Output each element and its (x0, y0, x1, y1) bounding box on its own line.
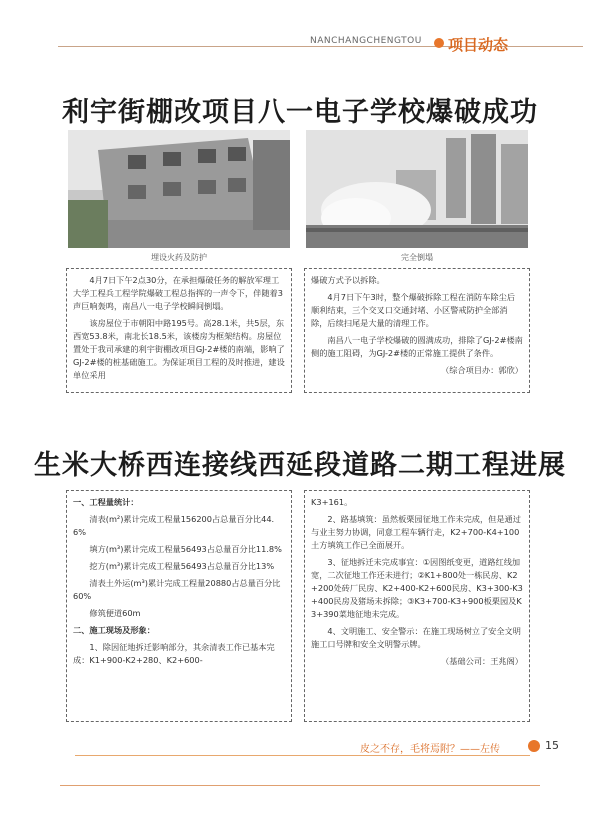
header-romanized: NANCHANGCHENGTOU (310, 36, 422, 46)
article1-column-right (304, 268, 530, 393)
paragraph: 2、路基填筑：虽然板栗园征地工作未完成，但是通过与业主努力协调，同意工程车辆行走，K2+700-K4+100土方填筑工作已全面展开。 (311, 514, 521, 550)
paragraph: 修筑便道60m (89, 608, 141, 618)
section-label: 项目动态 (448, 36, 509, 54)
paragraph: 爆破方式予以拆除。 (311, 275, 385, 285)
paragraph: 3、征地拆迁未完成事宜：①因图纸变更，道路红线加宽，二次征地工作还未进行；②K1+800处一栋民房、K2+200处砖厂民房、K2+400-K2+600民房、K3+300-K3+400民房及猪场未拆除；③K3+700-K3+900板栗园及K3+390菜地征地未完成。 (311, 557, 523, 619)
footer-dot-icon (528, 740, 540, 752)
footer-quote: 皮之不存，毛将焉附？——左传 (360, 744, 500, 755)
section-heading: 一、工程量统计： (73, 497, 139, 507)
footer-rule (75, 755, 530, 756)
paragraph: 4月7日下午2点30分，在承担爆破任务的解放军理工大学工程兵工程学院爆破工程总指挥的一声令下，伴随着3声巨响轰鸣，南昌八一电子学校瞬间倒塌。 (73, 275, 283, 311)
article2-title: 生米大桥西连接线西延段道路二期工程进展 (34, 450, 566, 481)
paragraph: 4、文明施工、安全警示：在施工现场树立了安全文明施工口号牌和安全文明警示牌。 (311, 626, 521, 649)
photo-left-caption: 埋设火药及防护 (151, 253, 207, 262)
paragraph: 1、除因征地拆迁影响部分，其余清表工作已基本完成：K1+900-K2+280、K2+600- (73, 642, 275, 665)
header-dot-icon (434, 38, 444, 48)
paragraph: 4月7日下午3时，整个爆破拆除工程在消防车除尘后顺利结束，三个交叉口交通封堵、小区警戒防护全部消除，后续扫尾是大量的清理工作。 (311, 292, 515, 328)
author-signature: （基础公司：王兆阁） (441, 656, 523, 666)
demolition-prep-photo (68, 130, 290, 248)
building-collapse-photo (306, 130, 528, 248)
paragraph: 填方(m³)累计完成工程量56493占总量百分比11.8% (89, 544, 282, 554)
paragraph: 南昌八一电子学校爆破的圆满成功，排除了GJ-2#楼南侧的施工阻碍，为GJ-2#楼的正常施工提供了条件。 (311, 335, 523, 358)
paragraph: 清表土外运(m³)累计完成工程量20880占总量百分比60% (73, 578, 281, 601)
paragraph: 挖方(m³)累计完成工程量56493占总量百分比13% (89, 561, 275, 571)
photo-right-caption: 完全倒塌 (401, 253, 433, 262)
page-number: 15 (545, 739, 559, 752)
article2-column-right (304, 490, 530, 722)
author-signature: （综合项目办：郭欣） (441, 365, 523, 375)
bottom-rule (60, 785, 540, 786)
article1-title: 利宇街棚改项目八一电子学校爆破成功 (62, 97, 538, 128)
section-heading: 二、施工现场及形象： (73, 625, 155, 635)
paragraph: K3+161。 (311, 497, 353, 507)
article1-column-left (66, 268, 292, 393)
paragraph: 清表(m²)累计完成工程量156200占总量百分比44.6% (73, 514, 275, 537)
paragraph: 该房屋位于市朝阳中路195号。高28.1米，共5层，东西宽53.8米，南北长18.5米，该楼房为框架结构。房屋位置处于我司承建的利宇街棚改项目GJ-2#楼的南端，影响了GJ-2#楼的桩基础施工。为保证项目工程的及时推进，建设单位采用 (73, 318, 285, 380)
article2-column-left (66, 490, 292, 722)
